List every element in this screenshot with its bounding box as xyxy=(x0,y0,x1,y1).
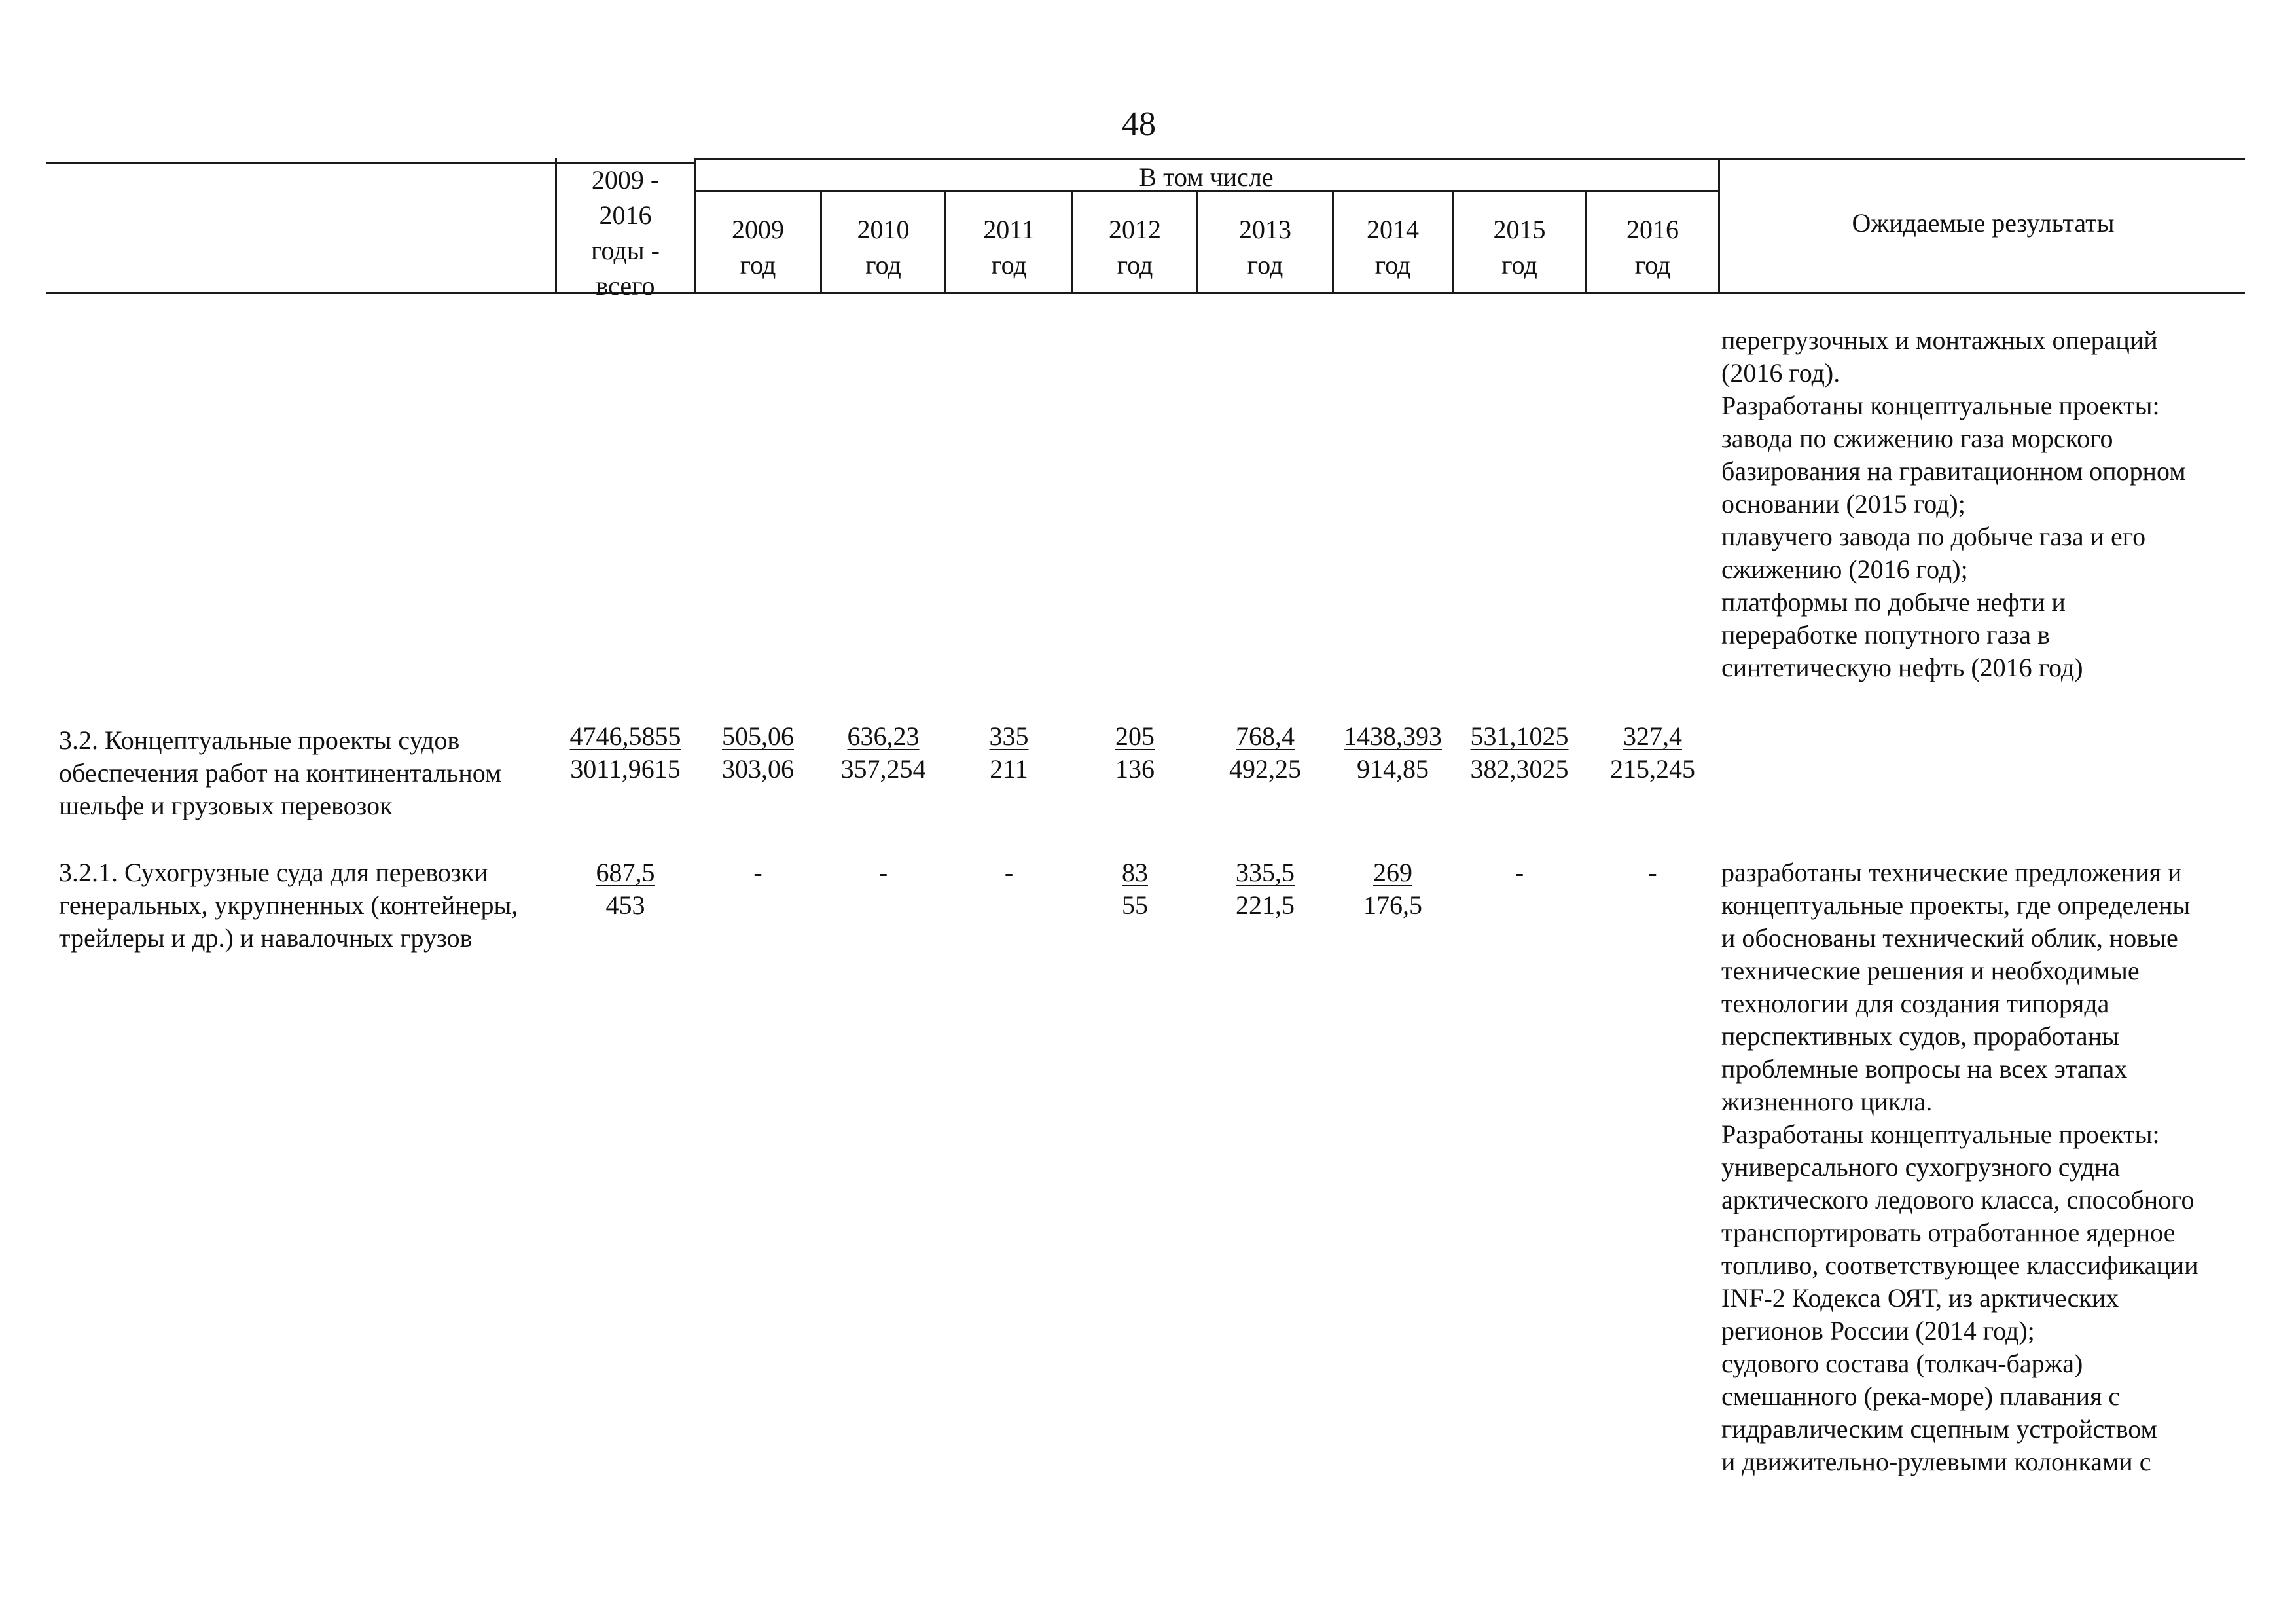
plan-value: 205 xyxy=(1115,721,1155,751)
plan-value: - xyxy=(753,858,762,887)
year-label: 2012 xyxy=(1109,215,1161,244)
plan-value: 505,06 xyxy=(722,721,794,751)
header-year-2009 xyxy=(696,212,820,283)
year-label: 2010 xyxy=(857,215,910,244)
fact-value: 453 xyxy=(605,890,645,920)
row-3-2-1-2014 xyxy=(1334,856,1452,922)
year-unit: год xyxy=(1247,250,1283,280)
fact-value: 914,85 xyxy=(1357,754,1429,784)
row-3-2-1-2011 xyxy=(946,856,1071,889)
fact-value: 211 xyxy=(990,754,1028,784)
plan-value: - xyxy=(1004,858,1014,887)
fact-value: 55 xyxy=(1122,890,1148,920)
fact-value: 221,5 xyxy=(1236,890,1295,920)
plan-value: 327,4 xyxy=(1623,721,1682,751)
year-label: 2011 xyxy=(983,215,1035,244)
plan-value: - xyxy=(878,858,888,887)
plan-value: 531,1025 xyxy=(1470,721,1569,751)
row-3-2-1-name: 3.2.1. Сухогрузные суда для перевозки генеральных, укрупненных (контейнеры, трейлеры и др.) и навалочных грузов xyxy=(59,858,518,953)
continued-results-text: перегрузочных и монтажных операций (2016 год). Разработаны концептуальные проекты: завода по сжижению газа морского базирования на гравитационном опорном основании (2015 год); плавучего завода по добыче газа и его сжижению (2016 год); платформы по добыче нефти и переработке попутного газа в синтетическую нефть (2016 год) xyxy=(1721,325,2186,682)
header-year-2011 xyxy=(946,212,1071,283)
fact-value: 357,254 xyxy=(840,754,926,784)
fact-value: 303,06 xyxy=(722,754,794,784)
row-3-2-2013 xyxy=(1198,720,1332,786)
header-total-line: 2016 xyxy=(599,200,652,230)
plan-value: - xyxy=(1648,858,1657,887)
header-year-2012 xyxy=(1073,212,1196,283)
row-3-2-2012 xyxy=(1073,720,1196,786)
plan-value: - xyxy=(1515,858,1524,887)
col-divider-total-left xyxy=(555,158,557,293)
row-3-2-1-2013 xyxy=(1198,856,1332,922)
header-expected-results: Ожидаемые результаты xyxy=(1852,208,2115,238)
year-unit: год xyxy=(1634,250,1671,280)
plan-value: 636,23 xyxy=(847,721,920,751)
plan-value: 768,4 xyxy=(1236,721,1295,751)
row-3-2-1-2010 xyxy=(822,856,944,889)
year-unit: год xyxy=(1117,250,1153,280)
row-3-2-2011 xyxy=(946,720,1071,786)
year-unit: год xyxy=(1374,250,1411,280)
header-year-2013 xyxy=(1198,212,1332,283)
header-year-2014 xyxy=(1334,212,1452,283)
plan-value: 4746,5855 xyxy=(569,721,681,751)
year-unit: год xyxy=(740,250,776,280)
header-total-line: 2009 - xyxy=(591,165,660,194)
year-label: 2013 xyxy=(1239,215,1291,244)
year-label: 2014 xyxy=(1367,215,1419,244)
year-label: 2009 xyxy=(732,215,784,244)
fact-value: 3011,9615 xyxy=(570,754,681,784)
plan-value: 269 xyxy=(1373,858,1412,887)
page-number: 48 xyxy=(1122,105,1156,143)
year-label: 2016 xyxy=(1626,215,1679,244)
header-year-2015 xyxy=(1454,212,1585,283)
row-3-2-1-2009 xyxy=(696,856,820,889)
fact-value: 382,3025 xyxy=(1470,754,1569,784)
fact-value: 215,245 xyxy=(1610,754,1695,784)
fact-value: 136 xyxy=(1115,754,1155,784)
row-3-2-1-total xyxy=(558,856,692,922)
header-total-column xyxy=(558,162,692,304)
row-3-2-2014 xyxy=(1334,720,1452,786)
row-3-2-name: 3.2. Концептуальные проекты судов обеспечения работ на континентальном шельфе и грузовых перевозок xyxy=(59,725,502,820)
row-3-2-2016 xyxy=(1587,720,1718,786)
year-unit: год xyxy=(1501,250,1537,280)
year-unit: год xyxy=(991,250,1027,280)
year-label: 2015 xyxy=(1493,215,1546,244)
plan-value: 687,5 xyxy=(596,858,655,887)
row-3-2-2009 xyxy=(696,720,820,786)
row-3-2-1-2012 xyxy=(1073,856,1196,922)
col-divider-results xyxy=(1718,158,1720,293)
row-3-2-2015 xyxy=(1454,720,1585,786)
plan-value: 335,5 xyxy=(1236,858,1295,887)
row-3-2-1-results: разработаны технические предложения и концептуальные проекты, где определены и обоснованы технический облик, новые технические решения и необходимые технологии для создания типоряда перспективных судов, проработаны проблемные вопросы на всех этапах жизненного цикла. Разработаны концептуальные проекты: универсального сухогрузного судна арктического ледового класса, способного транспортировать отработанное ядерное топливо, соответствующее классификации INF-2 Кодекса ОЯТ, из арктических регионов России (2014 год); судового состава (толкач-баржа) смешанного (река-море) плавания с гидравлическим сцепным устройством и движительно-рулевыми колонками с xyxy=(1721,858,2198,1476)
header-bottom-rule xyxy=(46,292,2245,294)
header-year-2016 xyxy=(1587,212,1718,283)
header-total-line: годы - xyxy=(591,236,660,265)
year-unit: год xyxy=(865,250,901,280)
header-including: В том числе xyxy=(1139,162,1274,192)
row-3-2-1-2016 xyxy=(1587,856,1718,889)
row-3-2-total xyxy=(558,720,692,786)
row-3-2-2010 xyxy=(822,720,944,786)
plan-value: 335 xyxy=(989,721,1029,751)
plan-value: 1438,393 xyxy=(1344,721,1442,751)
header-year-2010 xyxy=(822,212,944,283)
plan-value: 83 xyxy=(1122,858,1148,887)
row-3-2-1-2015 xyxy=(1454,856,1585,889)
header-total-line: всего xyxy=(596,271,655,301)
fact-value: 492,25 xyxy=(1229,754,1301,784)
fact-value: 176,5 xyxy=(1363,890,1422,920)
